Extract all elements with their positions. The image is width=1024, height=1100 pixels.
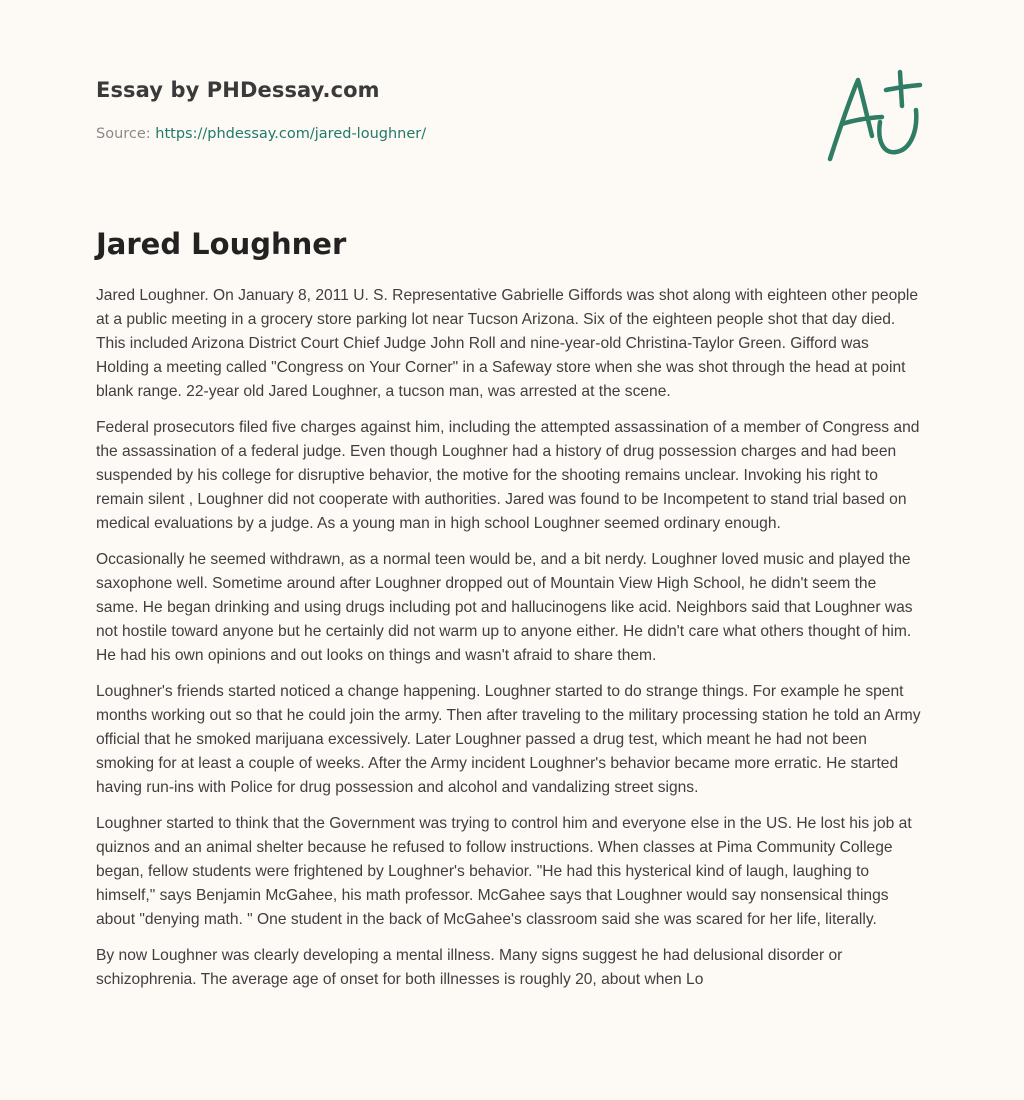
source-line bbox=[96, 124, 796, 144]
source-link[interactable]: https://phdessay.com/jared-loughner/ bbox=[155, 126, 427, 142]
essay-paragraph: Federal prosecutors filed five charges against him, including the attempted assassination of a member of Congress and the assassination of a federal judge. Even though Loughner had a history of drug possession charges and had been suspended by his college for disruptive behavior, the motive for the shooting remains unclear. Invoking his right to remain silent , Loughner did not cooperate with authorities. Jared was found to be Incompetent to stand trial based on medical evaluations by a judge. As a young man in high school Loughner seemed ordinary enough. bbox=[96, 419, 920, 532]
essay-paragraph: By now Loughner was clearly developing a mental illness. Many signs suggest he had delusional disorder or schizophrenia. The average age of onset for both illnesses is roughly 20, about when Lo bbox=[96, 947, 843, 988]
site-brand: Essay by PHDessay.com bbox=[96, 78, 380, 102]
essay-paragraph: Loughner's friends started noticed a change happening. Loughner started to do strange things. For example he spent months working out so that he could join the army. Then after traveling to the military processing station he told an Army official that he smoked marijuana excessively. Later Loughner passed a drug test, which meant he had not been smoking for at least a couple of weeks. After the Army incident Loughner's behavior became more erratic. He started having run-ins with Police for drug possession and alcohol and vandalizing street signs. bbox=[96, 683, 921, 796]
essay-paragraph: Loughner started to think that the Government was trying to control him and everyone else in the US. He lost his job at quiznos and an animal shelter because he refused to follow instructions. When classes at Pima Community College began, fellow students were frightened by Loughner's behavior. "He had this hysterical kind of laugh, laughing to himself," says Benjamin McGahee, his math professor. McGahee says that Loughner would say nonsensical things about "denying math. " One student in the back of McGahee's classroom said she was scared for her life, literally. bbox=[96, 815, 912, 928]
a-plus-handwritten-icon bbox=[822, 66, 930, 166]
page-header bbox=[96, 76, 796, 144]
essay-body bbox=[96, 284, 922, 1004]
source-label: Source: bbox=[96, 126, 156, 142]
essay-paragraph: Jared Loughner. On January 8, 2011 U. S. Representative Gabrielle Giffords was shot along with eighteen other people at a public meeting in a grocery store parking lot near Tucson Arizona. Six of the eighteen people shot that day died. This included Arizona District Court Chief Judge John Roll and nine-year-old Christina-Taylor Green. Gifford was Holding a meeting called "Congress on Your Corner" in a Safeway store when she was shot through the head at point blank range. 22-year old Jared Loughner, a tucson man, was arrested at the scene. bbox=[96, 287, 919, 400]
essay-title: Jared Loughner bbox=[96, 227, 347, 261]
essay-paragraph: Occasionally he seemed withdrawn, as a normal teen would be, and a bit nerdy. Loughner loved music and played the saxophone well. Sometime around after Loughner dropped out of Mountain View High School, he didn't seem the same. He began drinking and using drugs including pot and hallucinogens like acid. Neighbors said that Loughner was not hostile toward anyone but he certainly did not warm up to anyone either. He didn't care what others thought of him. He had his own opinions and out looks on things and wasn't afraid to share them. bbox=[96, 551, 913, 664]
